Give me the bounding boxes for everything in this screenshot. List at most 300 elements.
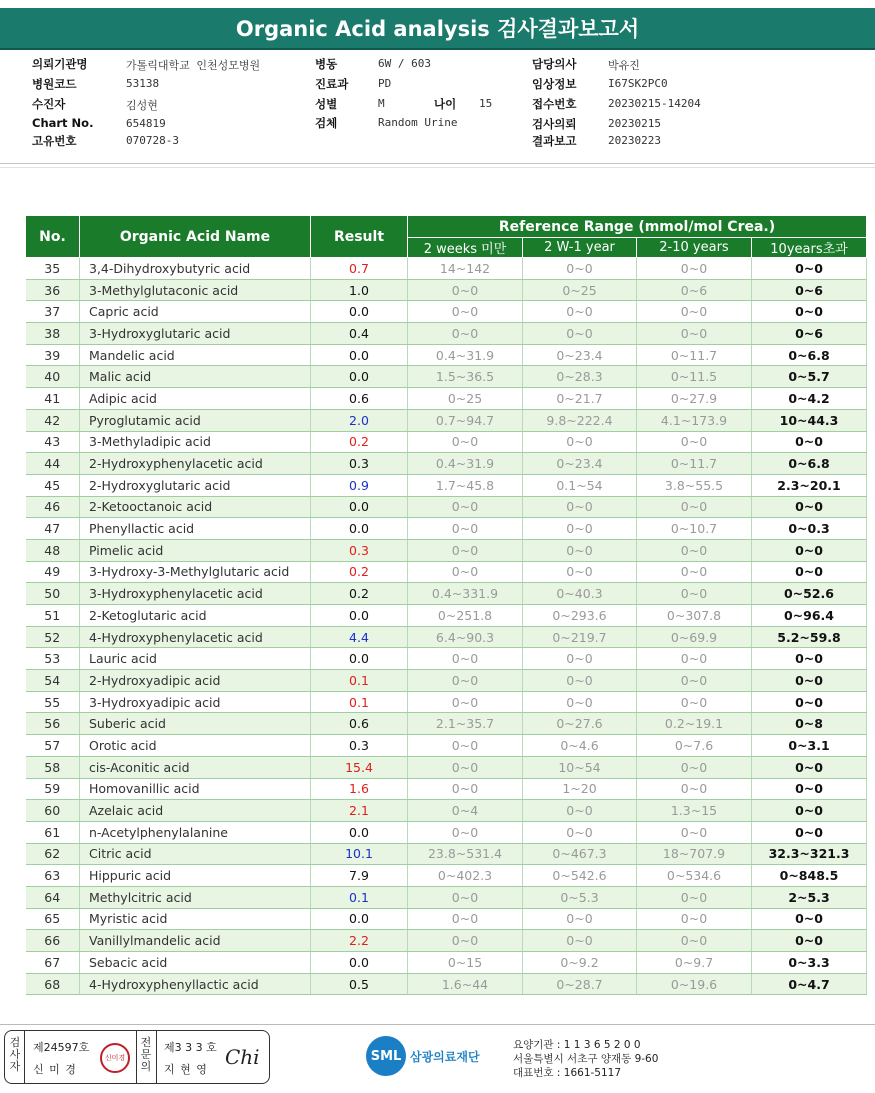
range-2weeks: 0~0 <box>408 431 523 453</box>
range-2-10y: 0~0 <box>637 583 752 605</box>
row-no: 67 <box>26 952 80 974</box>
range-2weeks: 0~0 <box>408 301 523 323</box>
acid-name: Capric acid <box>80 301 311 323</box>
range-2w-1y: 0~0 <box>523 908 637 930</box>
range-2w-1y: 0~542.6 <box>523 865 637 887</box>
result-value: 0.3 <box>311 453 408 475</box>
row-no: 42 <box>26 409 80 431</box>
range-2w-1y: 0~0 <box>523 561 637 583</box>
range-2weeks: 0~25 <box>408 388 523 410</box>
info-value: 20230215-14204 <box>608 97 701 110</box>
range-2w-1y: 0~0 <box>523 258 637 280</box>
signature: Chi <box>225 1045 260 1069</box>
range-2weeks: 0~4 <box>408 800 523 822</box>
range-10y-plus: 10~44.3 <box>752 409 867 431</box>
acid-name: Lauric acid <box>80 648 311 670</box>
info-value: Random Urine <box>378 116 458 129</box>
info-label: 수진자 <box>32 97 66 111</box>
info-value: 김성현 <box>126 99 158 112</box>
examiner-id: 제24597호 <box>33 1041 90 1054</box>
result-value: 0.0 <box>311 496 408 518</box>
acid-name: Mandelic acid <box>80 344 311 366</box>
table-row <box>26 518 867 540</box>
acid-name: 3-Hydroxy-3-Methylglutaric acid <box>80 561 311 583</box>
result-value: 2.1 <box>311 800 408 822</box>
range-2weeks: 6.4~90.3 <box>408 626 523 648</box>
row-no: 59 <box>26 778 80 800</box>
range-10y-plus: 0~0 <box>752 561 867 583</box>
range-2weeks: 0~0 <box>408 279 523 301</box>
table-row <box>26 388 867 410</box>
result-value: 0.2 <box>311 583 408 605</box>
info-label: Chart No. <box>32 116 94 130</box>
range-2-10y: 0~11.7 <box>637 453 752 475</box>
info-label: 의뢰기관명 <box>32 57 88 71</box>
info-value: I67SK2PC0 <box>608 77 668 90</box>
row-no: 41 <box>26 388 80 410</box>
range-10y-plus: 0~3.1 <box>752 735 867 757</box>
result-value: 1.6 <box>311 778 408 800</box>
range-2weeks: 0~0 <box>408 496 523 518</box>
range-2-10y: 0~0 <box>637 908 752 930</box>
table-row <box>26 670 867 692</box>
range-2w-1y: 0~9.2 <box>523 952 637 974</box>
table-row <box>26 409 867 431</box>
row-no: 47 <box>26 518 80 540</box>
row-no: 65 <box>26 908 80 930</box>
table-row <box>26 886 867 908</box>
range-2w-1y: 0~27.6 <box>523 713 637 735</box>
range-2-10y: 0~0 <box>637 496 752 518</box>
range-2weeks: 0~15 <box>408 952 523 974</box>
acid-name: Azelaic acid <box>80 800 311 822</box>
range-10y-plus: 0~0 <box>752 539 867 561</box>
range-10y-plus: 0~848.5 <box>752 865 867 887</box>
row-no: 45 <box>26 474 80 496</box>
range-2-10y: 4.1~173.9 <box>637 409 752 431</box>
range-2w-1y: 0~23.4 <box>523 344 637 366</box>
table-row <box>26 756 867 778</box>
result-value: 0.0 <box>311 301 408 323</box>
range-2-10y: 0~0 <box>637 648 752 670</box>
row-no: 46 <box>26 496 80 518</box>
acid-name: Malic acid <box>80 366 311 388</box>
row-no: 52 <box>26 626 80 648</box>
range-2w-1y: 1~20 <box>523 778 637 800</box>
range-2-10y: 0~27.9 <box>637 388 752 410</box>
range-10y-plus: 2~5.3 <box>752 886 867 908</box>
seal-stamp: 신미경 <box>100 1043 130 1073</box>
info-value: 박유진 <box>608 59 640 72</box>
row-no: 53 <box>26 648 80 670</box>
range-10y-plus: 0~0 <box>752 431 867 453</box>
result-value: 0.1 <box>311 670 408 692</box>
acid-name: 2-Ketoglutaric acid <box>80 605 311 627</box>
info-label: 검체 <box>315 116 338 130</box>
table-row <box>26 778 867 800</box>
result-value: 0.7 <box>311 258 408 280</box>
range-2w-1y: 9.8~222.4 <box>523 409 637 431</box>
range-10y-plus: 0~8 <box>752 713 867 735</box>
info-label: 고유번호 <box>32 134 77 148</box>
info-label: 검사의뢰 <box>532 117 577 131</box>
range-10y-plus: 0~0 <box>752 778 867 800</box>
acid-name: 4-Hydroxyphenylacetic acid <box>80 626 311 648</box>
range-2-10y: 3.8~55.5 <box>637 474 752 496</box>
table-row <box>26 908 867 930</box>
range-2weeks: 0~0 <box>408 886 523 908</box>
range-2-10y: 0~0 <box>637 930 752 952</box>
result-value: 0.9 <box>311 474 408 496</box>
acid-name: Pimelic acid <box>80 539 311 561</box>
divider <box>0 1024 875 1025</box>
range-2-10y: 0~11.7 <box>637 344 752 366</box>
row-no: 63 <box>26 865 80 887</box>
acid-name: Pyroglutamic acid <box>80 409 311 431</box>
range-2w-1y: 0~0 <box>523 431 637 453</box>
range-2w-1y: 0~0 <box>523 670 637 692</box>
examiner-label: 검 사 자 <box>9 1036 21 1073</box>
range-10y-plus: 0~0.3 <box>752 518 867 540</box>
row-no: 38 <box>26 323 80 345</box>
row-no: 62 <box>26 843 80 865</box>
range-10y-plus: 0~4.2 <box>752 388 867 410</box>
result-value: 2.2 <box>311 930 408 952</box>
range-10y-plus: 0~0 <box>752 756 867 778</box>
range-2w-1y: 0~0 <box>523 691 637 713</box>
result-value: 0.3 <box>311 735 408 757</box>
acid-name: Methylcitric acid <box>80 886 311 908</box>
range-2-10y: 0~10.7 <box>637 518 752 540</box>
info-label: 진료과 <box>315 77 349 91</box>
range-10y-plus: 0~0 <box>752 821 867 843</box>
result-value: 0.0 <box>311 605 408 627</box>
specialist-id: 제3 3 3 호 <box>164 1041 217 1054</box>
info-label: 병동 <box>315 57 338 71</box>
range-2-10y: 0~0 <box>637 886 752 908</box>
org-code: 요양기관 : 1 1 3 6 5 2 0 0 <box>513 1039 641 1051</box>
range-2w-1y: 0~0 <box>523 323 637 345</box>
range-2weeks: 14~142 <box>408 258 523 280</box>
acid-name: Citric acid <box>80 843 311 865</box>
range-10y-plus: 0~52.6 <box>752 583 867 605</box>
acid-name: Orotic acid <box>80 735 311 757</box>
range-10y-plus: 0~6 <box>752 279 867 301</box>
table-row <box>26 735 867 757</box>
row-no: 56 <box>26 713 80 735</box>
specialist-name: 지 현 영 <box>164 1063 208 1076</box>
row-no: 60 <box>26 800 80 822</box>
examiner-name: 신 미 경 <box>33 1063 77 1076</box>
result-value: 2.0 <box>311 409 408 431</box>
info-value: 6W / 603 <box>378 57 431 70</box>
acid-name: Suberic acid <box>80 713 311 735</box>
range-2weeks: 0~0 <box>408 735 523 757</box>
result-value: 0.0 <box>311 366 408 388</box>
report-title: Organic Acid analysis 검사결과보고서 <box>0 8 875 50</box>
range-2w-1y: 10~54 <box>523 756 637 778</box>
range-10y-plus: 0~4.7 <box>752 973 867 995</box>
info-value: 20230223 <box>608 134 661 147</box>
result-value: 0.5 <box>311 973 408 995</box>
acid-name: 3-Methyladipic acid <box>80 431 311 453</box>
range-10y-plus: 0~0 <box>752 800 867 822</box>
range-2-10y: 0~69.9 <box>637 626 752 648</box>
divider <box>0 167 875 168</box>
range-10y-plus: 0~0 <box>752 691 867 713</box>
acid-name: 2-Hydroxyglutaric acid <box>80 474 311 496</box>
col-header-result: Result <box>311 216 408 258</box>
range-2w-1y: 0~0 <box>523 648 637 670</box>
range-2weeks: 0~0 <box>408 670 523 692</box>
range-10y-plus: 0~0 <box>752 258 867 280</box>
range-10y-plus: 0~0 <box>752 670 867 692</box>
table-row <box>26 691 867 713</box>
age-label: 나이 <box>434 97 457 111</box>
col-header-range: 2 W-1 year <box>523 238 637 258</box>
range-2-10y: 0~0 <box>637 323 752 345</box>
range-2-10y: 0~0 <box>637 258 752 280</box>
range-10y-plus: 0~0 <box>752 301 867 323</box>
result-value: 0.1 <box>311 691 408 713</box>
range-2weeks: 0~0 <box>408 691 523 713</box>
table-row <box>26 279 867 301</box>
result-value: 0.6 <box>311 388 408 410</box>
info-value: PD <box>378 77 392 90</box>
range-2-10y: 0~19.6 <box>637 973 752 995</box>
range-2weeks: 0.4~331.9 <box>408 583 523 605</box>
range-2weeks: 0~0 <box>408 756 523 778</box>
range-2-10y: 0~0 <box>637 561 752 583</box>
row-no: 54 <box>26 670 80 692</box>
result-value: 0.0 <box>311 952 408 974</box>
acid-name: Sebacic acid <box>80 952 311 974</box>
range-2weeks: 0.4~31.9 <box>408 344 523 366</box>
acid-name: 3-Hydroxyglutaric acid <box>80 323 311 345</box>
range-10y-plus: 0~0 <box>752 930 867 952</box>
range-2w-1y: 0~23.4 <box>523 453 637 475</box>
range-2-10y: 0~0 <box>637 756 752 778</box>
table-row <box>26 648 867 670</box>
info-label: 결과보고 <box>532 134 577 148</box>
acid-name: 3,4-Dihydroxybutyric acid <box>80 258 311 280</box>
acid-name: 2-Hydroxyadipic acid <box>80 670 311 692</box>
row-no: 36 <box>26 279 80 301</box>
col-header-no: No. <box>26 216 80 258</box>
results-table <box>25 215 867 995</box>
result-value: 0.0 <box>311 908 408 930</box>
range-10y-plus: 0~96.4 <box>752 605 867 627</box>
result-value: 0.0 <box>311 518 408 540</box>
range-10y-plus: 0~0 <box>752 908 867 930</box>
acid-name: Adipic acid <box>80 388 311 410</box>
range-2-10y: 0.2~19.1 <box>637 713 752 735</box>
range-2-10y: 0~0 <box>637 539 752 561</box>
col-header-range: 2 weeks 미만 <box>408 238 523 258</box>
result-value: 0.3 <box>311 539 408 561</box>
range-2w-1y: 0~0 <box>523 821 637 843</box>
range-2-10y: 0~11.5 <box>637 366 752 388</box>
range-2w-1y: 0~5.3 <box>523 886 637 908</box>
row-no: 58 <box>26 756 80 778</box>
range-2-10y: 0~6 <box>637 279 752 301</box>
info-label: 성별 <box>315 97 338 111</box>
table-row <box>26 474 867 496</box>
range-2weeks: 1.5~36.5 <box>408 366 523 388</box>
info-value: M <box>378 97 385 110</box>
range-2-10y: 0~0 <box>637 778 752 800</box>
range-2w-1y: 0~293.6 <box>523 605 637 627</box>
range-10y-plus: 0~5.7 <box>752 366 867 388</box>
acid-name: n-Acetylphenylalanine <box>80 821 311 843</box>
range-2weeks: 0~0 <box>408 778 523 800</box>
range-2-10y: 0~0 <box>637 821 752 843</box>
specialist-label: 전 문 의 <box>140 1036 152 1073</box>
info-value: 654819 <box>126 117 166 130</box>
range-2w-1y: 0~4.6 <box>523 735 637 757</box>
row-no: 57 <box>26 735 80 757</box>
row-no: 48 <box>26 539 80 561</box>
row-no: 39 <box>26 344 80 366</box>
row-no: 55 <box>26 691 80 713</box>
divider <box>136 1031 137 1083</box>
table-row <box>26 605 867 627</box>
range-2-10y: 0~9.7 <box>637 952 752 974</box>
range-10y-plus: 0~3.3 <box>752 952 867 974</box>
range-2weeks: 0.4~31.9 <box>408 453 523 475</box>
acid-name: 4-Hydroxyphenyllactic acid <box>80 973 311 995</box>
acid-name: 3-Hydroxyadipic acid <box>80 691 311 713</box>
info-label: 담당의사 <box>532 57 577 71</box>
range-2-10y: 0~0 <box>637 691 752 713</box>
table-row <box>26 800 867 822</box>
range-2w-1y: 0~0 <box>523 518 637 540</box>
range-2-10y: 0~0 <box>637 301 752 323</box>
org-phone: 대표번호 : 1661-5117 <box>513 1067 622 1079</box>
table-row <box>26 843 867 865</box>
range-10y-plus: 0~0 <box>752 496 867 518</box>
row-no: 64 <box>26 886 80 908</box>
acid-name: Phenyllactic acid <box>80 518 311 540</box>
col-header-name: Organic Acid Name <box>80 216 311 258</box>
range-2-10y: 0~0 <box>637 431 752 453</box>
result-value: 0.2 <box>311 431 408 453</box>
result-value: 15.4 <box>311 756 408 778</box>
org-address: 서울특별시 서초구 양재동 9-60 <box>513 1053 659 1065</box>
table-row <box>26 583 867 605</box>
table-row <box>26 973 867 995</box>
info-value: 53138 <box>126 77 160 90</box>
divider <box>24 1031 25 1083</box>
range-2w-1y: 0~28.7 <box>523 973 637 995</box>
range-2weeks: 23.8~531.4 <box>408 843 523 865</box>
table-row <box>26 301 867 323</box>
row-no: 44 <box>26 453 80 475</box>
table-row <box>26 930 867 952</box>
row-no: 66 <box>26 930 80 952</box>
range-2w-1y: 0~0 <box>523 800 637 822</box>
result-value: 0.0 <box>311 821 408 843</box>
range-2w-1y: 0~219.7 <box>523 626 637 648</box>
range-2-10y: 0~0 <box>637 670 752 692</box>
logo-name: 삼광의료재단 <box>410 1050 480 1064</box>
range-10y-plus: 0~6.8 <box>752 344 867 366</box>
signature-box <box>4 1030 270 1084</box>
table-row <box>26 496 867 518</box>
acid-name: Myristic acid <box>80 908 311 930</box>
range-2w-1y: 0~0 <box>523 301 637 323</box>
col-header-reference: Reference Range (mmol/mol Crea.) <box>408 216 867 238</box>
acid-name: Vanillylmandelic acid <box>80 930 311 952</box>
range-2w-1y: 0~0 <box>523 539 637 561</box>
range-2weeks: 1.7~45.8 <box>408 474 523 496</box>
row-no: 51 <box>26 605 80 627</box>
range-2weeks: 0~0 <box>408 821 523 843</box>
results-body <box>26 258 867 995</box>
table-row <box>26 453 867 475</box>
row-no: 35 <box>26 258 80 280</box>
row-no: 43 <box>26 431 80 453</box>
table-row <box>26 865 867 887</box>
result-value: 10.1 <box>311 843 408 865</box>
range-10y-plus: 0~0 <box>752 648 867 670</box>
range-2weeks: 0~0 <box>408 539 523 561</box>
table-row <box>26 821 867 843</box>
range-2weeks: 0~0 <box>408 648 523 670</box>
range-10y-plus: 0~6 <box>752 323 867 345</box>
col-header-range: 10years초과 <box>752 238 867 258</box>
acid-name: 2-Ketooctanoic acid <box>80 496 311 518</box>
range-2w-1y: 0~28.3 <box>523 366 637 388</box>
row-no: 61 <box>26 821 80 843</box>
patient-info <box>0 52 875 160</box>
acid-name: 2-Hydroxyphenylacetic acid <box>80 453 311 475</box>
result-value: 0.0 <box>311 344 408 366</box>
acid-name: cis-Aconitic acid <box>80 756 311 778</box>
range-2w-1y: 0.1~54 <box>523 474 637 496</box>
range-10y-plus: 32.3~321.3 <box>752 843 867 865</box>
range-2w-1y: 0~21.7 <box>523 388 637 410</box>
range-2-10y: 0~534.6 <box>637 865 752 887</box>
table-row <box>26 431 867 453</box>
range-2-10y: 0~7.6 <box>637 735 752 757</box>
divider <box>156 1031 157 1083</box>
table-row <box>26 561 867 583</box>
info-value: 070728-3 <box>126 134 179 147</box>
table-row <box>26 366 867 388</box>
row-no: 49 <box>26 561 80 583</box>
range-2weeks: 0~0 <box>408 930 523 952</box>
range-2w-1y: 0~0 <box>523 496 637 518</box>
acid-name: Hippuric acid <box>80 865 311 887</box>
result-value: 4.4 <box>311 626 408 648</box>
range-2-10y: 0~307.8 <box>637 605 752 627</box>
result-value: 1.0 <box>311 279 408 301</box>
table-row <box>26 323 867 345</box>
info-value: 가톨릭대학교 인천성모병원 <box>126 59 261 72</box>
result-value: 0.6 <box>311 713 408 735</box>
range-2weeks: 2.1~35.7 <box>408 713 523 735</box>
range-2w-1y: 0~467.3 <box>523 843 637 865</box>
result-value: 0.0 <box>311 648 408 670</box>
range-2weeks: 0~0 <box>408 323 523 345</box>
range-2-10y: 1.3~15 <box>637 800 752 822</box>
col-header-range: 2-10 years <box>637 238 752 258</box>
result-value: 7.9 <box>311 865 408 887</box>
acid-name: 3-Methylglutaconic acid <box>80 279 311 301</box>
result-value: 0.1 <box>311 886 408 908</box>
info-label: 병원코드 <box>32 77 77 91</box>
